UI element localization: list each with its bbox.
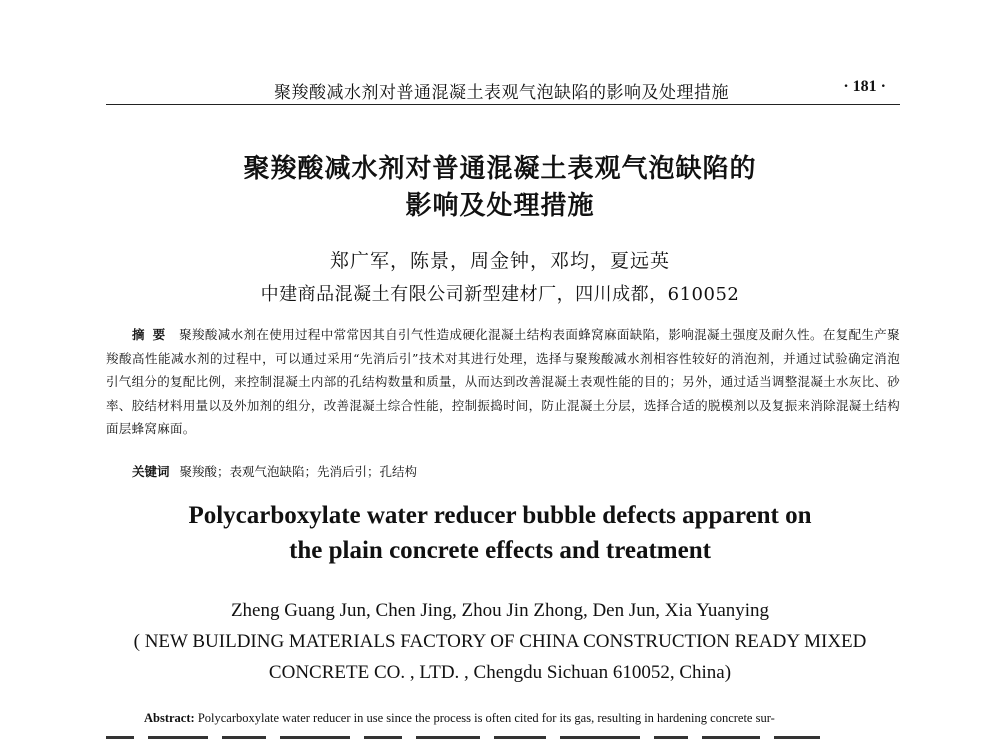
keywords-cn-text: 聚羧酸；表观气泡缺陷；先消后引；孔结构 <box>179 464 418 479</box>
title-cn-line2: 影响及处理措施 <box>405 191 595 221</box>
running-header <box>106 78 900 102</box>
keywords-cn <box>132 462 892 480</box>
running-title: 聚羧酸减水剂对普通混凝土表观气泡缺陷的影响及处理措施 <box>274 83 729 103</box>
page-number: · 181 · <box>843 78 886 95</box>
abstract-cn-text: 聚羧酸减水剂在使用过程中常常因其自引气性造成硬化混凝土结构表面蜂窝麻面缺陷，影响混凝土强度及耐久性。在复配生产聚羧酸高性能减水剂的过程中，可以通过采用“先消后引”技术对其进行处理，选择与聚羧酸减水剂相容性较好的消泡剂，并通过试验确定消泡引气组分的复配比例，来控制混凝土内部的孔结构数量和质量，从而达到改善混凝土表观性能的目的；另外，通过适当调整混凝土水灰比、砂率、胶结材料用量以及外加剂的组分，改善混凝土综合性能，控制振捣时间，防止混凝土分层，选择合适的脱模剂以及复振来消除混凝土结构面层蜂窝麻面。 <box>106 327 900 436</box>
abstract-cn <box>106 323 900 441</box>
affiliation-en-line2: CONCRETE CO. , LTD. , Chengdu Sichuan 610052, China) <box>268 662 732 683</box>
abstract-cn-label: 摘要 <box>132 327 174 342</box>
affiliation-en-line1: ( NEW BUILDING MATERIALS FACTORY OF CHINA CONSTRUCTION READY MIXED <box>133 631 867 652</box>
affiliation-cn: 中建商品混凝土有限公司新型建材厂，四川成都，610052 <box>260 284 740 305</box>
abstract-en-label: Abstract: <box>144 711 195 725</box>
abstract-en-text: Polycarboxylate water reducer in use since the process is often cited for its gas, resulting in hardening concrete sur- <box>194 711 775 725</box>
keywords-cn-label: 关键词 <box>132 464 170 479</box>
header-rule <box>106 104 900 105</box>
abstract-en <box>144 711 904 726</box>
authors-cn: 郑广军，陈景，周金钟，邓均，夏远英 <box>329 250 670 272</box>
title-en-line1: Polycarboxylate water reducer bubble defects apparent on <box>188 502 812 529</box>
cut-off-text-line <box>106 736 900 744</box>
title-en-line2: the plain concrete effects and treatment <box>289 537 711 564</box>
authors-en: Zheng Guang Jun, Chen Jing, Zhou Jin Zhong, Den Jun, Xia Yuanying <box>230 600 770 621</box>
title-cn-line1: 聚羧酸减水剂对普通混凝土表观气泡缺陷的 <box>243 154 757 184</box>
